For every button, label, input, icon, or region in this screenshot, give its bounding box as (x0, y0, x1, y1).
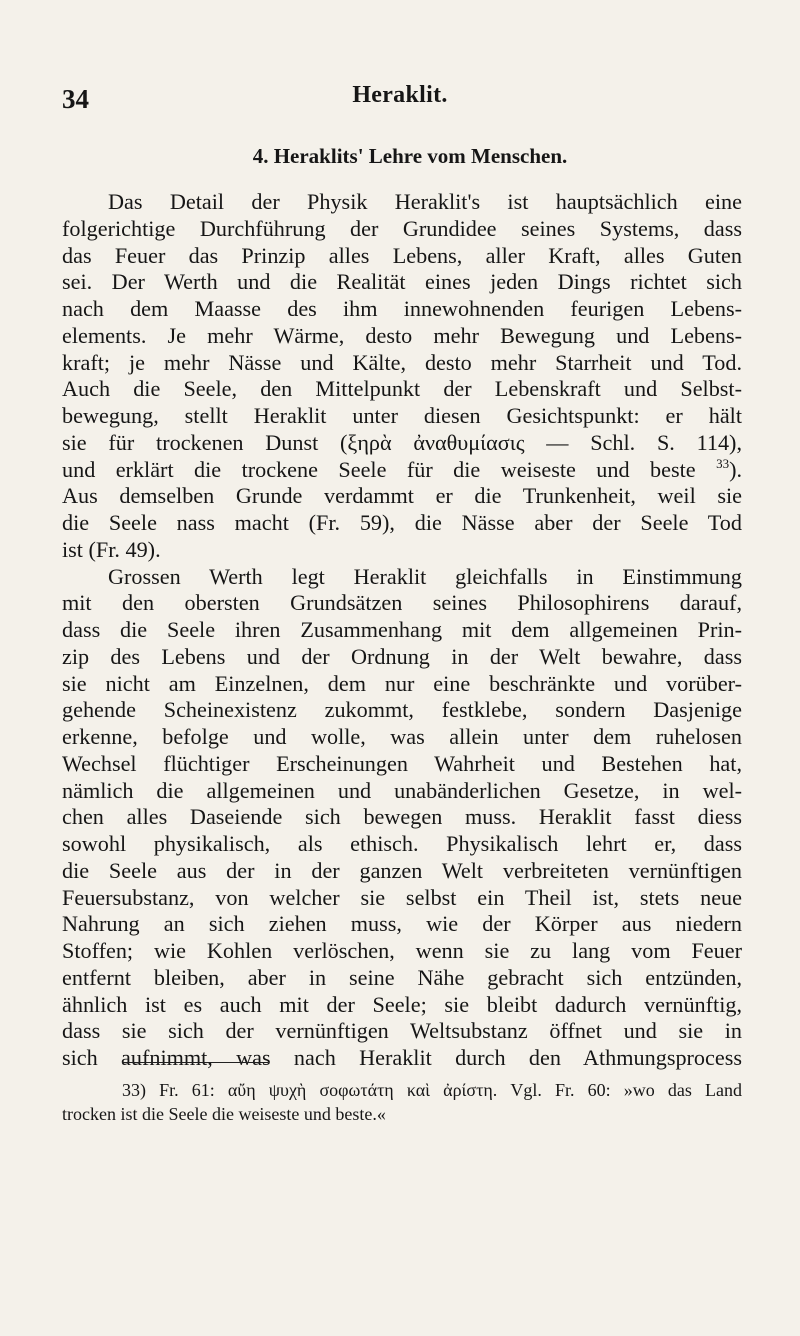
text-line: dass sie sich der vernünftigen Weltsubstanz öffnet und sie in (62, 1018, 742, 1044)
text-line: folgerichtige Durchführung der Grundidee seines Systems, dass (62, 215, 742, 241)
footnote (62, 1078, 742, 1126)
text-line: das Feuer das Prinzip alles Lebens, aller Kraft, alles Guten (62, 242, 742, 268)
text-line: sich aufnimmt, was nach Heraklit durch den Athmungsprocess (62, 1045, 742, 1070)
text-line: sie nicht am Einzelnen, dem nur eine beschränkte und vorüber- (62, 670, 742, 696)
text-line: chen alles Daseiende sich bewegen muss. Heraklit fasst diess (62, 804, 742, 830)
body-text (62, 189, 742, 1072)
text-line: Nahrung an sich ziehen muss, wie der Körper aus niedern (62, 911, 742, 937)
text-line: nämlich die allgemeinen und unabänderlichen Gesetze, in wel- (62, 777, 742, 803)
text-line: kraft; je mehr Nässe und Kälte, desto mehr Starrheit und Tod. (62, 349, 742, 375)
text-line: die Seele aus der in der ganzen Welt verbreiteten vernünftigen (62, 857, 742, 883)
text-line: die Seele nass macht (Fr. 59), die Nässe aber der Seele Tod (62, 510, 742, 535)
text-line: dass die Seele ihren Zusammenhang mit dem allgemeinen Prin- (62, 617, 742, 642)
text-line: erkenne, befolge und wolle, was allein unter dem ruhelosen (62, 724, 742, 749)
text-line: sie für trockenen Dunst (ξηρὰ ἀναθυμίασις — Schl. S. 114), (62, 429, 742, 455)
text-line: mit den obersten Grundsätzen seines Philosophirens darauf, (62, 590, 742, 616)
section-heading: 4. Heraklits' Lehre vom Menschen. (252, 144, 568, 168)
text-line: Feuersubstanz, von welcher sie selbst ein Theil ist, stets neue (62, 884, 742, 910)
text-line: zip des Lebens und der Ordnung in der Welt bewahre, dass (62, 643, 742, 669)
text-line: sei. Der Werth und die Realität eines jeden Dings richtet sich (62, 269, 742, 295)
page-number: 34 (62, 84, 89, 114)
text-line: Das Detail der Physik Heraklit's ist hauptsächlich eine (108, 189, 742, 214)
text-line: ist (Fr. 49). (62, 536, 161, 562)
text-line: Aus demselben Grunde verdammt er die Trunkenheit, weil sie (62, 483, 742, 509)
text-line: elements. Je mehr Wärme, desto mehr Bewegung und Lebens- (62, 322, 742, 348)
text-line: nach dem Maasse des ihm innewohnenden feurigen Lebens- (62, 296, 742, 321)
text-segment: ). (729, 456, 742, 482)
text-line: ähnlich ist es auch mit der Seele; sie bleibt dadurch vernünftig, (62, 991, 742, 1017)
footnote-line: trocken ist die Seele die weiseste und beste.« (62, 1104, 386, 1124)
footnote-reference: 33 (716, 455, 730, 471)
running-title: Heraklit. (352, 82, 448, 108)
footnote-divider (122, 1062, 268, 1063)
text-line: gehende Scheinexistenz zukommt, festklebe, sondern Dasjenige (62, 697, 742, 723)
footnote-line: 33) Fr. 61: αὔη ψυχὴ σοφωτάτη καὶ ἀρίστη. Vgl. Fr. 60: »wo das Land (122, 1080, 742, 1100)
text-line: Stoffen; wie Kohlen verlöschen, wenn sie zu lang vom Feuer (62, 938, 742, 963)
text-line: sowohl physikalisch, als ethisch. Physikalisch lehrt er, dass (62, 831, 742, 856)
text-line: Auch die Seele, den Mittelpunkt der Lebenskraft und Selbst- (62, 376, 742, 402)
text-line: bewegung, stellt Heraklit unter diesen Gesichtspunkt: er hält (62, 403, 742, 428)
text-line: Wechsel flüchtiger Erscheinungen Wahrheit und Bestehen hat, (62, 750, 742, 776)
text-line-with-footnote-ref (62, 457, 742, 484)
text-line: Grossen Werth legt Heraklit gleichfalls in Einstimmung (108, 563, 742, 589)
text-line: entfernt bleiben, aber in seine Nähe gebracht sich entzünden, (62, 964, 742, 990)
text-segment: und erklärt die trockene Seele für die weiseste und beste (62, 456, 696, 482)
